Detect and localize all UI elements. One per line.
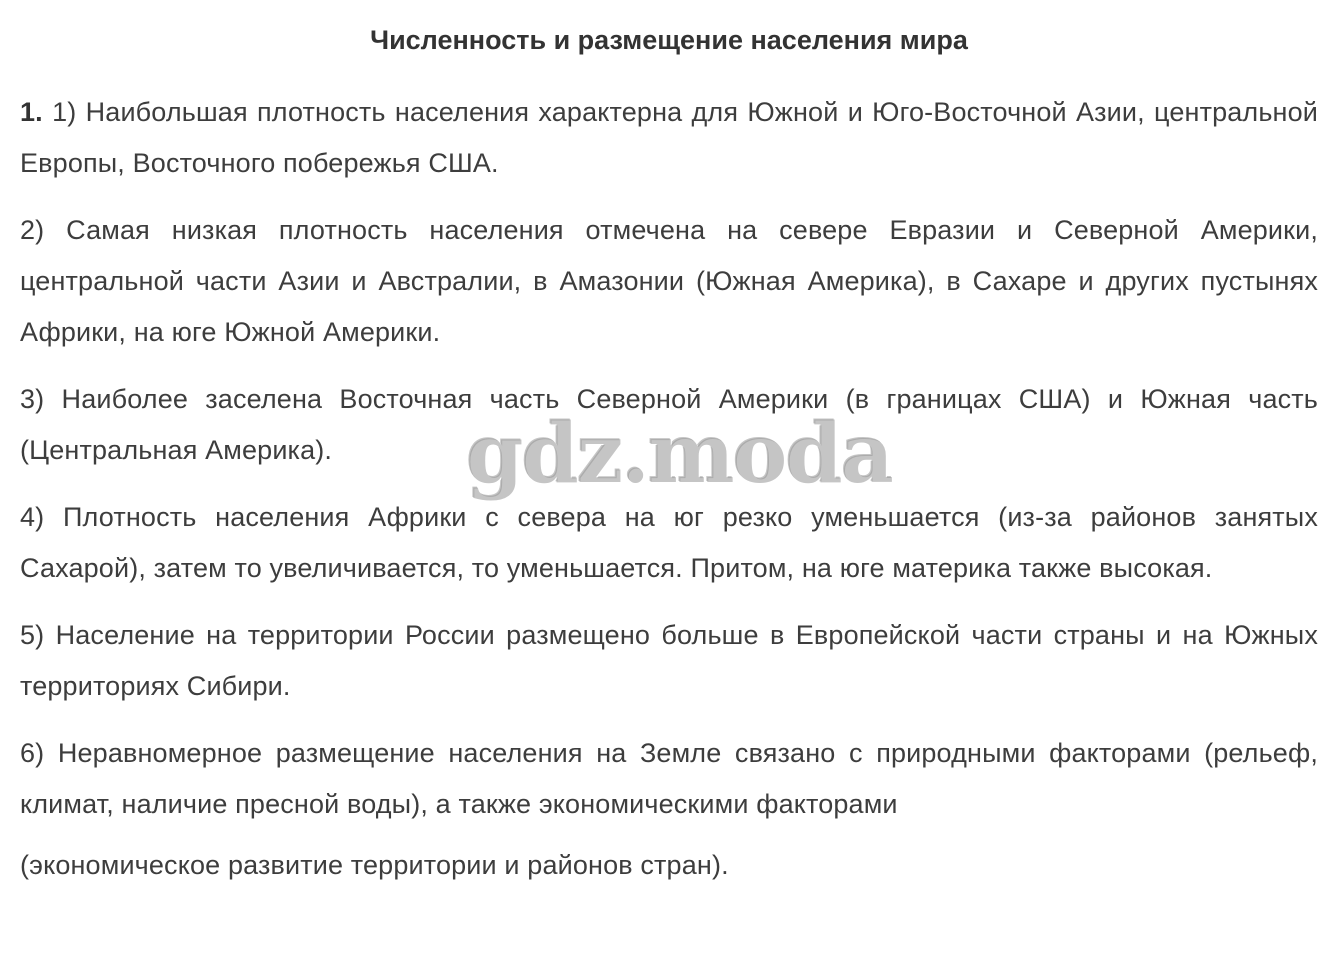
- site-watermark: gdz.moda: [466, 406, 892, 502]
- answer-item-6-text: 6) Неравномерное размещение населения на Земле связано с природными факторами (рельеф, климат, наличие пресной воды), а также экономическими факторами: [20, 738, 1318, 819]
- answer-item-2: 2) Самая низкая плотность населения отмечена на севере Евразии и Северной Америки, центральной части Азии и Австралии, в Амазонии (Южная Америка), в Сахаре и других пустынях Африки, на юге Южной Америки.: [20, 215, 1318, 347]
- answer-item-3: 3) Наиболее заселена Восточная часть Северной Америки (в границах США) и Южная часть (Центральная Америка).: [20, 384, 1318, 465]
- answer-item-1-text: 1) Наибольшая плотность населения характерна для Южной и Юго-Восточной Азии, центральной Европы, Восточного побережья США.: [20, 97, 1318, 178]
- answer-item-6-continuation: (экономическое развитие территории и районов стран).: [20, 850, 729, 880]
- answer-item-5: 5) Население на территории России размещено больше в Европейской части страны и на Южных территориях Сибири.: [20, 620, 1318, 701]
- page-title: Численность и размещение населения мира: [370, 25, 968, 55]
- answer-item-1: [20, 87, 1318, 189]
- answer-item-6: [20, 728, 1318, 891]
- answer-number: 1.: [20, 97, 43, 127]
- answer-item-4: 4) Плотность населения Африки с севера на юг резко уменьшается (из-за районов занятых Сахарой), затем то увеличивается, то уменьшается. Притом, на юге материка также высокая.: [20, 502, 1318, 583]
